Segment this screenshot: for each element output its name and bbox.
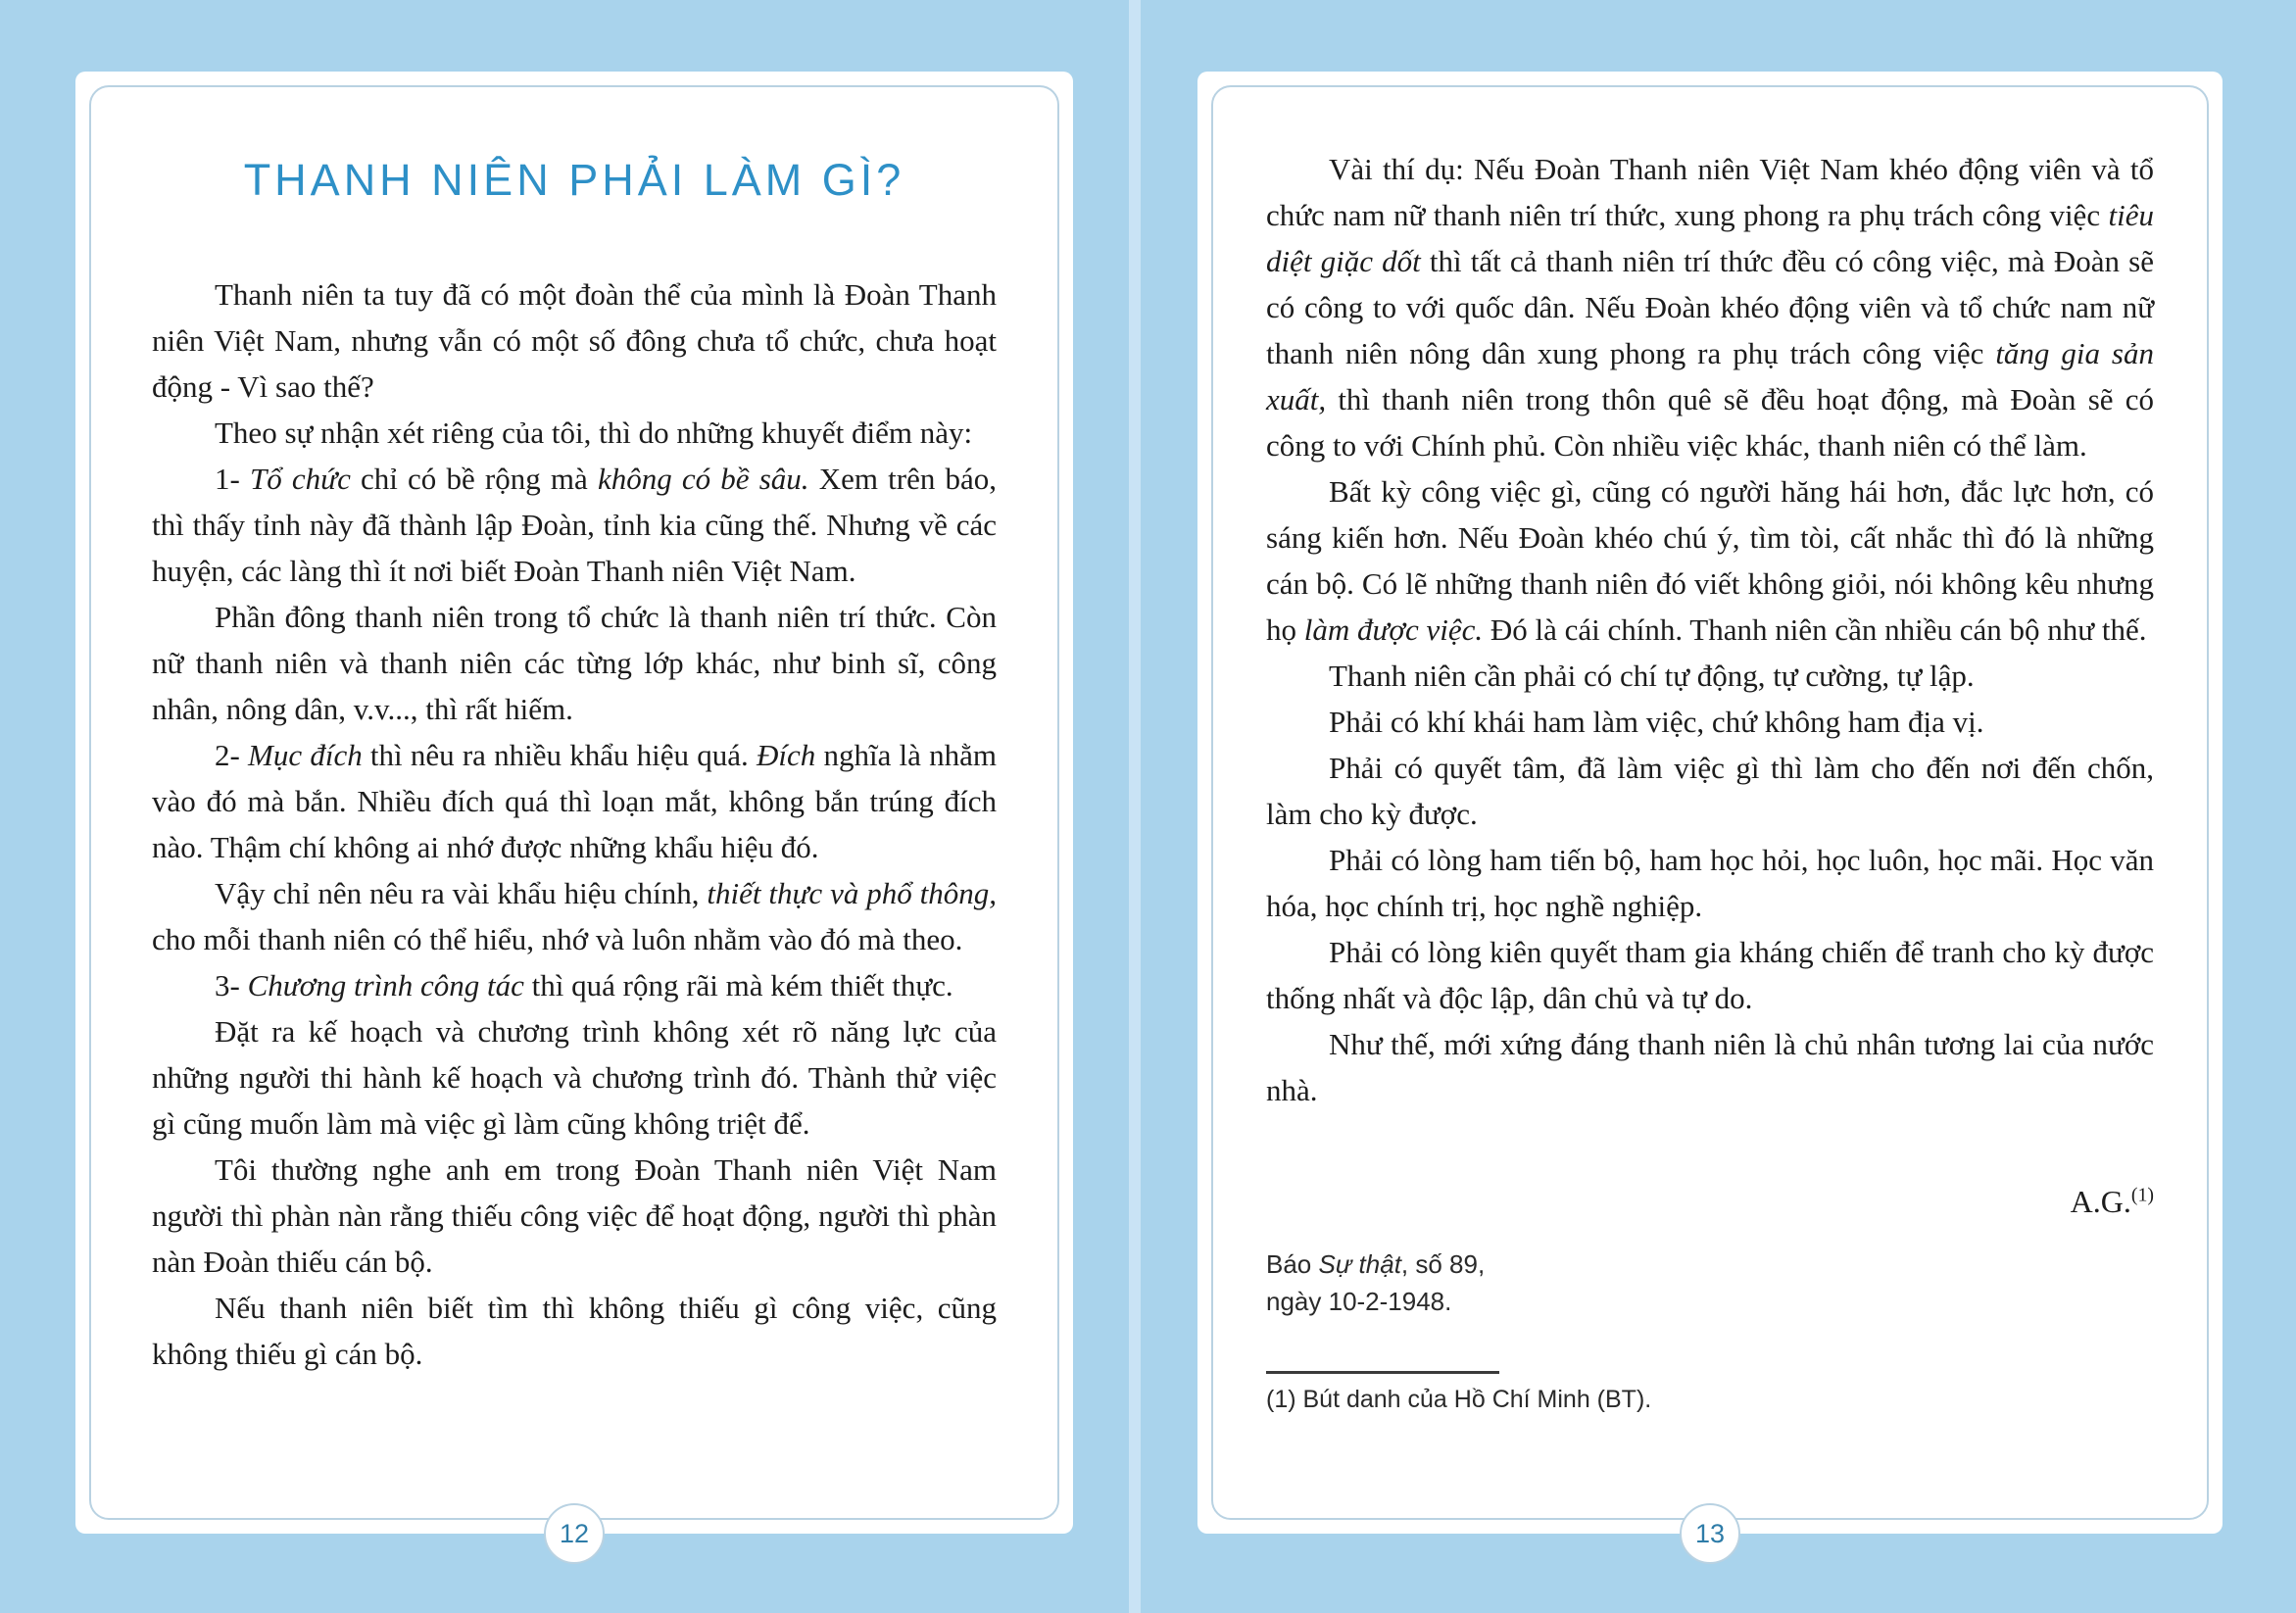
footnote-text: (1) Bút danh của Hồ Chí Minh (BT).	[1266, 1386, 1652, 1413]
page-left-content	[75, 72, 1073, 1534]
left-body-text: Thanh niên ta tuy đã có một đoàn thể của mình là Đoàn Thanh niên Việt Nam, nhưng vẫn có một số đông chưa tổ chức, chưa hoạt động - Vì sao thế? Theo sự nhận xét riêng của tôi, thì do những khuyết điểm này: 1- Tổ chức chỉ có bề rộng mà không có bề sâu. Xem trên báo, thì thấy tỉnh này đã thành lập Đoàn, tỉnh kia cũng thế. Nhưng về các huyện, các làng thì ít nơi biết Đoàn Thanh niên Việt Nam. Phần đông thanh niên trong tổ chức là thanh niên trí thức. Còn nữ thanh niên và thanh niên các từng lớp khác, như binh sĩ, công nhân, nông dân, v.v..., thì rất hiếm. 2- Mục đích thì nêu ra nhiều khẩu hiệu quá. Đích nghĩa là nhằm vào đó mà bắn. Nhiều đích quá thì loạn mắt, không bắn trúng đích nào. Thậm chí không ai nhớ được những khẩu hiệu đó. Vậy chỉ nên nêu ra vài khẩu hiệu chính, thiết thực và phổ thông, cho mỗi thanh niên có thể hiểu, nhớ và luôn nhằm vào đó mà theo. 3- Chương trình công tác thì quá rộng rãi mà kém thiết thực. Đặt ra kế hoạch và chương trình không xét rõ năng lực của những người thi hành kế hoạch và chương trình đó. Thành thử việc gì cũng muốn làm mà việc gì làm cũng không triệt để. Tôi thường nghe anh em trong Đoàn Thanh niên Việt Nam người thì phàn nàn rằng thiếu công việc để hoạt động, người thì phàn nàn Đoàn thiếu cán bộ. Nếu thanh niên biết tìm thì không thiếu gì công việc, cũng không thiếu gì cán bộ.	[152, 277, 998, 1371]
page-number-right: 13	[1694, 1518, 1726, 1548]
page-right-content	[1197, 72, 2223, 1534]
signature-name: A.G.	[2070, 1184, 2131, 1219]
footnote-marker: (1)	[2130, 1184, 2154, 1206]
right-body-text: Vài thí dụ: Nếu Đoàn Thanh niên Việt Nam khéo động viên và tổ chức nam nữ thanh niên trí thức, xung phong ra phụ trách công việc tiêu diệt giặc dốt thì tất cả thanh niên trí thức đều có công việc, mà Đoàn sẽ có công to với quốc dân. Nếu Đoàn khéo động viên và tổ chức nam nữ thanh niên nông dân xung phong ra phụ trách công việc tăng gia sản xuất, thì thanh niên trong thôn quê sẽ đều hoạt động, mà Đoàn sẽ có công to với Chính phủ. Còn nhiều việc khác, thanh niên có thể làm. Bất kỳ công việc gì, cũng có người hăng hái hơn, đắc lực hơn, có sáng kiến hơn. Nếu Đoàn khéo chú ý, tìm tòi, cất nhắc thì đó là những cán bộ. Có lẽ những thanh niên đó viết không giỏi, nói không kêu nhưng họ làm được việc. Đó là cái chính. Thanh niên cần nhiều cán bộ như thế. Thanh niên cần phải có chí tự động, tự cường, tự lập. Phải có khí khái ham làm việc, chứ không ham địa vị. Phải có quyết tâm, đã làm việc gì thì làm cho đến nơi đến chốn, làm cho kỳ được. Phải có lòng ham tiến bộ, ham học hỏi, học luôn, học mãi. Học văn hóa, học chính trị, học nghề nghiệp. Phải có lòng kiên quyết tham gia kháng chiến để tranh cho kỳ được thống nhất và độc lập, dân chủ và tự do. Như thế, mới xứng đáng thanh niên là chủ nhân tương lai của nước nhà.	[1266, 152, 2154, 1107]
center-seam-divider	[1129, 0, 1141, 1613]
page-number-badge-right	[1680, 1503, 1740, 1564]
footnote-divider	[1266, 1371, 1499, 1374]
page-left	[75, 72, 1073, 1548]
page-number-badge-left	[544, 1503, 605, 1564]
author-signature	[1266, 1184, 2154, 1220]
source-citation: Báo Sự thật, số 89, ngày 10-2-1948.	[1266, 1249, 1486, 1316]
page-title: THANH NIÊN PHẢI LÀM GÌ?	[243, 155, 905, 205]
page-number-left: 12	[559, 1518, 590, 1548]
page-right	[1197, 72, 2223, 1548]
